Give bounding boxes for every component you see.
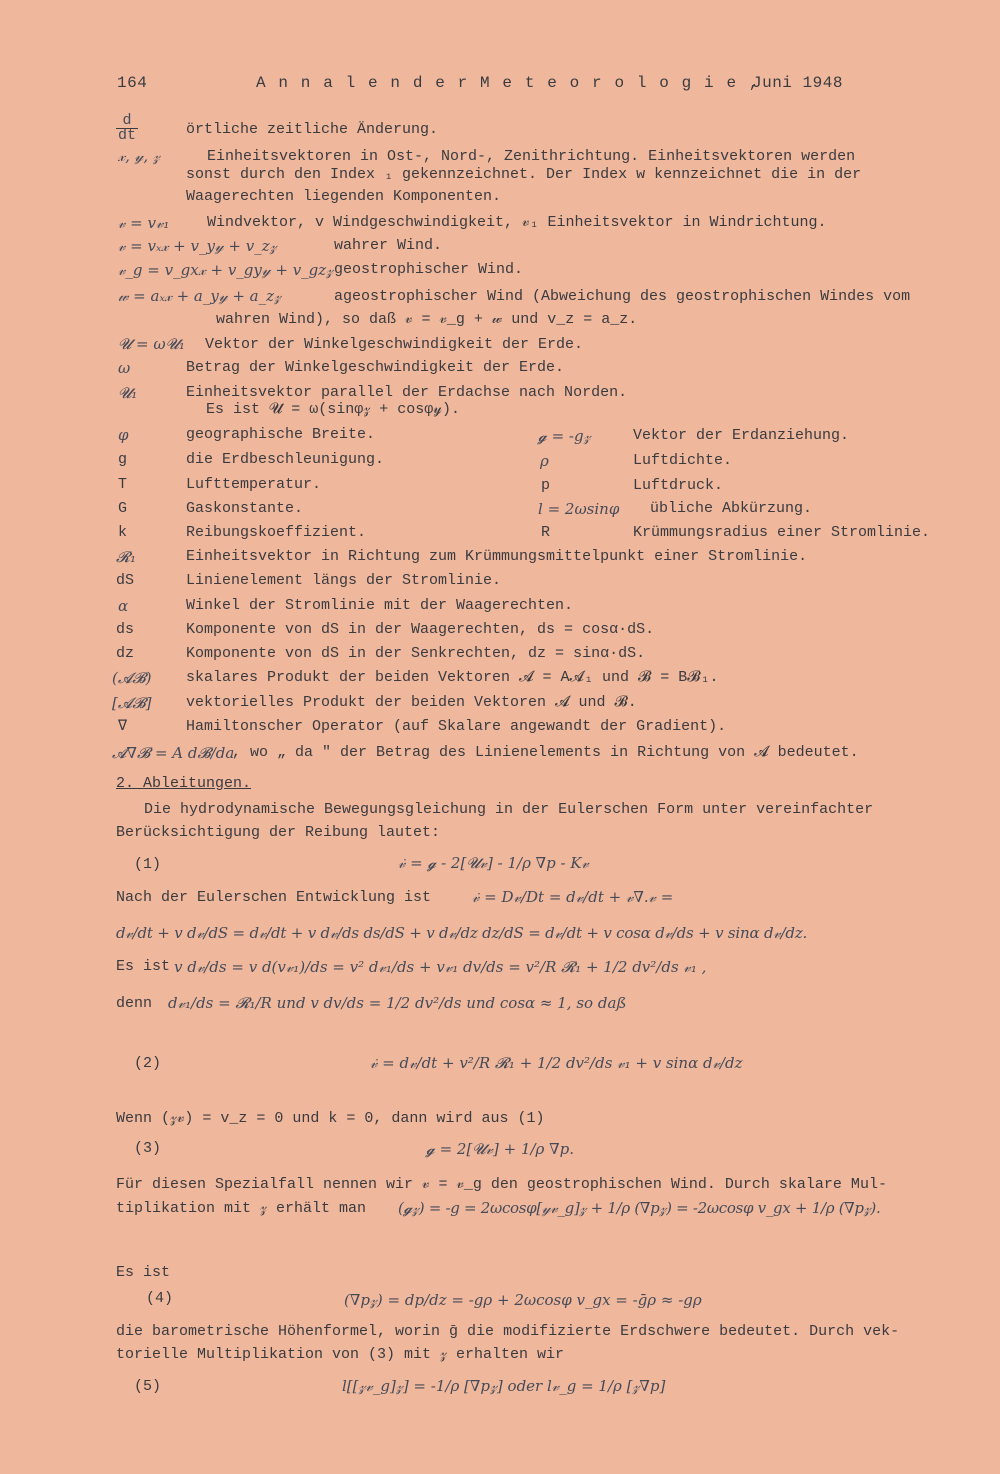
- page-number: 164: [117, 74, 148, 92]
- definition-text: Waagerechten liegenden Komponenten.: [186, 188, 502, 205]
- paragraph-line: denn: [116, 995, 153, 1012]
- definition-symbol: R: [541, 524, 551, 541]
- paragraph-line: Wenn (𝓏𝓋) = v_z = 0 und k = 0, dann wird aus (1): [116, 1110, 545, 1127]
- definition-symbol: p: [541, 477, 551, 494]
- definition-symbol: [𝓐𝓑]: [112, 694, 152, 712]
- definition-text: wahrer Wind.: [334, 237, 443, 254]
- definition-text: Lufttemperatur.: [186, 476, 322, 493]
- definition-text: Luftdruck.: [633, 477, 724, 494]
- definition-text: örtliche zeitliche Änderung.: [186, 121, 439, 138]
- definition-symbol: 𝓋 = v𝓋₁: [118, 214, 170, 232]
- equation: 𝓋̇ = 𝓰 - 2[𝓤𝓋] - 1/ρ ∇p - K𝓋: [398, 854, 589, 872]
- definition-text: Komponente von dS in der Waagerechten, ds = cosα·dS.: [186, 621, 655, 638]
- equation: 𝓰 = 2[𝓤𝓋] + 1/ρ ∇p.: [426, 1140, 574, 1158]
- equation: v d𝓋/ds = v d(v𝓋₁)/ds = v² d𝓋₁/ds + v𝓋₁ dv/ds = v²/R 𝓡₁ + 1/2 dv²/ds 𝓋₁ ,: [174, 958, 707, 976]
- paragraph-line: Es ist: [116, 958, 171, 975]
- definition-symbol: 𝓡₁: [116, 548, 137, 566]
- definition-symbol: $\frac{d}{dt}$: [118, 112, 137, 144]
- definition-text: sonst durch den Index ₁ gekennzeichnet. Der Index w kennzeichnet die in der: [186, 166, 862, 183]
- definition-symbol: dS: [116, 572, 135, 589]
- paragraph-line: Für diesen Spezialfall nennen wir 𝓋 = 𝓋_g den geostrophischen Wind. Durch skalare Mul-: [116, 1176, 887, 1193]
- definition-symbol: k: [118, 524, 128, 541]
- definition-text: geographische Breite.: [186, 426, 376, 443]
- paragraph-line: Berücksichtigung der Reibung lautet:: [116, 824, 441, 841]
- equation-label: (1): [134, 856, 162, 873]
- definition-text: Betrag der Winkelgeschwindigkeit der Erde.: [186, 359, 565, 376]
- paragraph-line: Es ist: [116, 1264, 171, 1281]
- equation: l[[𝓏𝓋_g]𝓏] = -1/ρ [∇p𝓏] oder l𝓋_g = 1/ρ [𝓏∇p]: [342, 1377, 666, 1395]
- section-title: 2. Ableitungen.: [116, 775, 252, 792]
- equation: d𝓋₁/ds = 𝓡₁/R und v dv/ds = 1/2 dv²/ds und cosα ≈ 1, so daß: [168, 994, 627, 1012]
- definition-text: geostrophischer Wind.: [334, 261, 524, 278]
- definition-text: Einheitsvektoren in Ost-, Nord-, Zenithrichtung. Einheitsvektoren werden: [207, 148, 856, 165]
- definition-text: vektorielles Produkt der beiden Vektoren 𝓐 und 𝓑.: [186, 694, 637, 711]
- definition-symbol: ds: [116, 621, 135, 638]
- definition-symbol: (𝓐𝓑): [112, 669, 152, 687]
- definition-text: , wo „ da " der Betrag des Linienelements in Richtung von 𝓐 bedeutet.: [232, 744, 859, 761]
- definition-text: Einheitsvektor parallel der Erdachse nach Norden.: [186, 384, 628, 401]
- definition-text: Einheitsvektor in Richtung zum Krümmungsmittelpunkt einer Stromlinie.: [186, 548, 808, 565]
- definition-text: Windvektor, v Windgeschwindigkeit, 𝓋₁ Einheitsvektor in Windrichtung.: [207, 214, 827, 231]
- definition-text: Winkel der Stromlinie mit der Waagerechten.: [186, 597, 574, 614]
- equation: (∇p𝓏) = dp/dz = -gρ + 2ωcosφ v_gx = -ḡρ ≈ -gρ: [344, 1291, 702, 1309]
- equation: (𝓰𝓏) = -g = 2ωcosφ[𝓎𝓋_g]𝓏 + 1/ρ (∇p𝓏) = -2ωcosφ v_gx + 1/ρ (∇p𝓏).: [398, 1199, 881, 1217]
- definition-text: Krümmungsradius einer Stromlinie.: [633, 524, 931, 541]
- definition-symbol: dz: [116, 645, 135, 662]
- definition-text: Reibungskoeffizient.: [186, 524, 367, 541]
- definition-text: Gaskonstante.: [186, 500, 304, 517]
- paragraph-line: die barometrische Höhenformel, worin ḡ die modifizierte Erdschwere bedeutet. Durch vek-: [116, 1323, 900, 1340]
- equation: d𝓋/dt + v d𝓋/dS = d𝓋/dt + v d𝓋/ds ds/dS + v d𝓋/dz dz/dS = d𝓋/dt + v cosα d𝓋/ds + v sinα d𝓋/dz.: [116, 924, 808, 942]
- paragraph-line: tiplikation mit 𝓏 erhält man: [116, 1200, 367, 1217]
- equation-label: (4): [146, 1290, 174, 1307]
- definition-text: Vektor der Erdanziehung.: [633, 427, 850, 444]
- definition-symbol: α: [118, 597, 129, 615]
- paragraph-line: Die hydrodynamische Bewegungsgleichung in der Eulerschen Form unter vereinfachter: [144, 801, 874, 818]
- definition-text: Vektor der Winkelgeschwindigkeit der Erde.: [205, 336, 584, 353]
- definition-symbol: G: [118, 500, 128, 517]
- definition-text: Hamiltonscher Operator (auf Skalare angewandt der Gradient).: [186, 718, 727, 735]
- definition-symbol: l = 2ωsinφ: [538, 500, 620, 518]
- definition-symbol: g: [118, 451, 128, 468]
- definition-text: übliche Abkürzung.: [650, 500, 813, 517]
- definition-text: Es ist 𝓤 = ω(sinφ𝓏 + cosφ𝓎).: [206, 401, 461, 418]
- definition-symbol: ∇: [118, 718, 128, 735]
- equation-label: (3): [134, 1140, 162, 1157]
- paragraph-line: Nach der Eulerschen Entwicklung ist: [116, 889, 432, 906]
- definition-symbol: 𝓋 = vₓ𝓍 + v_y𝓎 + v_z𝓏: [118, 237, 277, 255]
- definition-text: Linienelement längs der Stromlinie.: [186, 572, 502, 589]
- definition-symbol: ω: [118, 359, 131, 377]
- definition-symbol: φ: [118, 426, 129, 444]
- definition-symbol: 𝓐∇𝓑 = A d𝓑/da: [112, 744, 235, 762]
- equation: 𝓋̇ = D𝓋/Dt = d𝓋/dt + 𝓋∇.𝓋 =: [472, 888, 674, 906]
- journal-title: A n n a l e n d e r M e t e o r o l o g i e ,: [256, 74, 761, 92]
- equation-label: (5): [134, 1378, 162, 1395]
- definition-symbol: 𝓌 = aₓ𝓍 + a_y𝓎 + a_z𝓏: [118, 287, 281, 305]
- definition-symbol: 𝓍, 𝓎, 𝓏: [118, 147, 160, 165]
- issue-date: Juni 1948: [752, 74, 843, 92]
- paragraph-line: torielle Multiplikation von (3) mit 𝓏 erhalten wir: [116, 1346, 565, 1363]
- definition-symbol: 𝓤₁: [118, 384, 138, 402]
- definition-text: ageostrophischer Wind (Abweichung des geostrophischen Windes vom: [334, 288, 911, 305]
- definition-text: die Erdbeschleunigung.: [186, 451, 385, 468]
- definition-symbol: ρ: [540, 452, 549, 470]
- definition-symbol: 𝓰 = -g𝓏: [538, 427, 591, 445]
- equation-label: (2): [134, 1055, 162, 1072]
- definition-symbol: 𝓋_g = v_gx𝓍 + v_gy𝓎 + v_gz𝓏: [118, 261, 334, 279]
- definition-text: wahren Wind), so daß 𝓋 = 𝓋_g + 𝓌 und v_z = a_z.: [216, 311, 638, 328]
- definition-symbol: 𝓤 = ω𝓤₁: [118, 335, 185, 353]
- equation: 𝓋̇ = d𝓋/dt + v²/R 𝓡₁ + 1/2 dv²/ds 𝓋₁ + v sinα d𝓋/dz: [370, 1054, 743, 1072]
- definition-text: skalares Produkt der beiden Vektoren 𝓐 = A𝓐₁ und 𝓑 = B𝓑₁.: [186, 669, 719, 686]
- definition-text: Luftdichte.: [633, 452, 733, 469]
- definition-text: Komponente von dS in der Senkrechten, dz = sinα·dS.: [186, 645, 646, 662]
- definition-symbol: T: [118, 476, 128, 493]
